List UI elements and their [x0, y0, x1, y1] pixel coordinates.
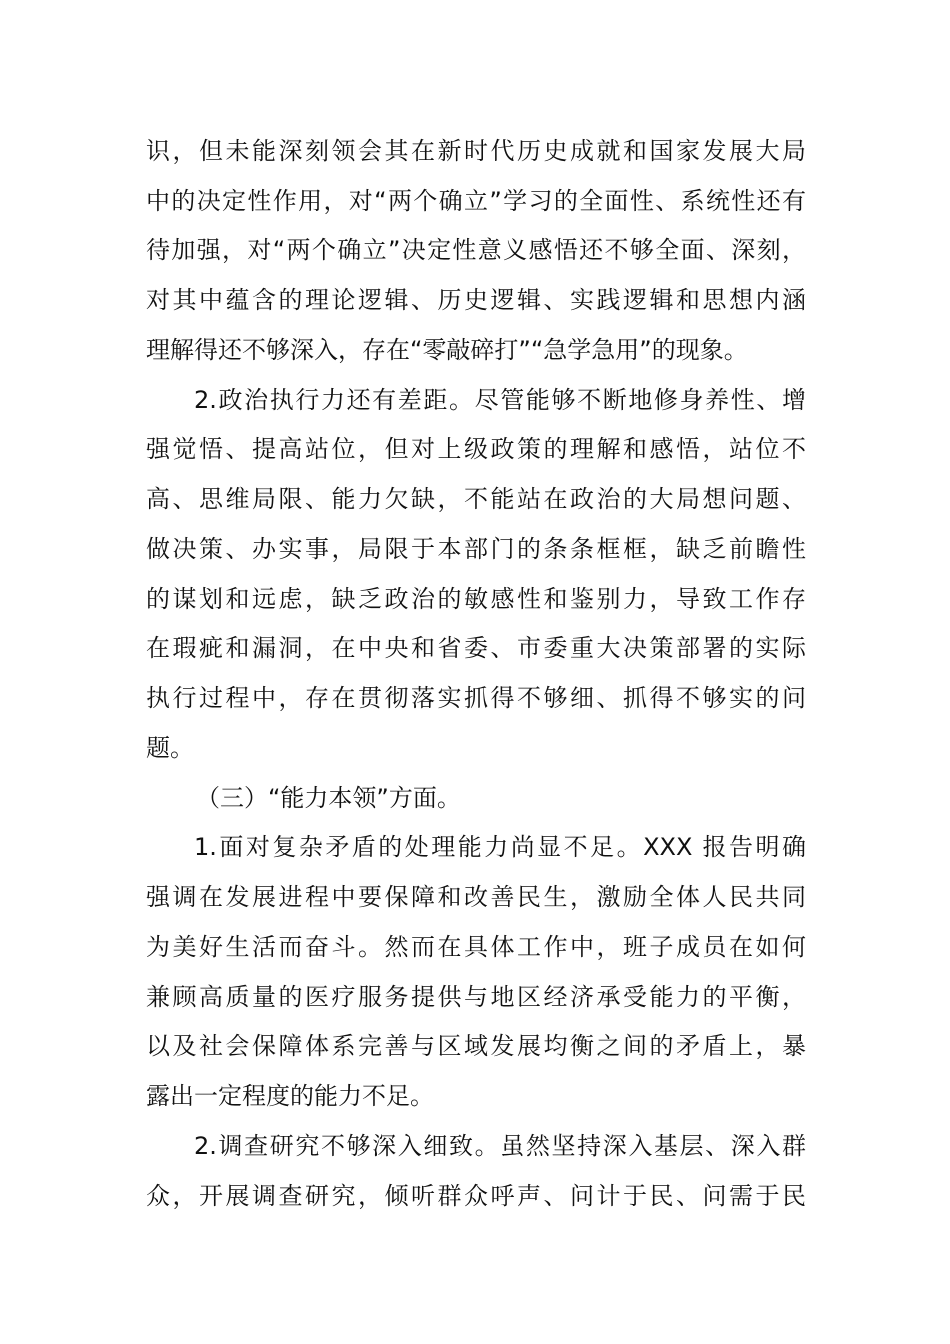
paragraph-line: 对其中蕴含的理论逻辑、历史逻辑、实践逻辑和思想内涵 [146, 286, 806, 314]
paragraph-line: 执行过程中，存在贯彻落实抓得不够细、抓得不够实的问 [146, 684, 806, 712]
paragraph-line: 中的决定性作用，对“两个确立”学习的全面性、系统性还有 [146, 187, 806, 215]
paragraph-line: 做决策、办实事，局限于本部门的条条框框，缺乏前瞻性 [146, 535, 806, 563]
paragraph-line: 在瑕疵和漏洞，在中央和省委、市委重大决策部署的实际 [146, 634, 806, 662]
paragraph-line: 为美好生活而奋斗。然而在具体工作中，班子成员在如何 [146, 933, 806, 961]
section-heading: （三）“能力本领”方面。 [196, 784, 461, 812]
paragraph-line: 1.面对复杂矛盾的处理能力尚显不足。XXX 报告明确 [194, 833, 806, 861]
paragraph-line: 露出一定程度的能力不足。 [146, 1082, 434, 1110]
paragraph-line: 兼顾高质量的医疗服务提供与地区经济承受能力的平衡， [146, 983, 806, 1011]
paragraph-line: 强调在发展进程中要保障和改善民生，激励全体人民共同 [146, 883, 806, 911]
paragraph-line: 理解得还不够深入，存在“零敲碎打”“急学急用”的现象。 [146, 336, 748, 364]
paragraph-line: 2.调查研究不够深入细致。虽然坚持深入基层、深入群 [194, 1132, 806, 1160]
paragraph-line: 识，但未能深刻领会其在新时代历史成就和国家发展大局 [146, 137, 806, 165]
paragraph-line: 的谋划和远虑，缺乏政治的敏感性和鉴别力，导致工作存 [146, 585, 806, 613]
paragraph-line: 众，开展调查研究，倾听群众呼声、问计于民、问需于民 [146, 1182, 806, 1210]
paragraph-line: 以及社会保障体系完善与区域发展均衡之间的矛盾上，暴 [146, 1032, 806, 1060]
paragraph-line: 题。 [146, 734, 194, 762]
paragraph-line: 2.政治执行力还有差距。尽管能够不断地修身养性、增 [194, 386, 806, 414]
paragraph-line: 强觉悟、提高站位，但对上级政策的理解和感悟，站位不 [146, 435, 806, 463]
paragraph-line: 待加强，对“两个确立”决定性意义感悟还不够全面、深刻， [146, 236, 806, 264]
paragraph-line: 高、思维局限、能力欠缺，不能站在政治的大局想问题、 [146, 485, 806, 513]
